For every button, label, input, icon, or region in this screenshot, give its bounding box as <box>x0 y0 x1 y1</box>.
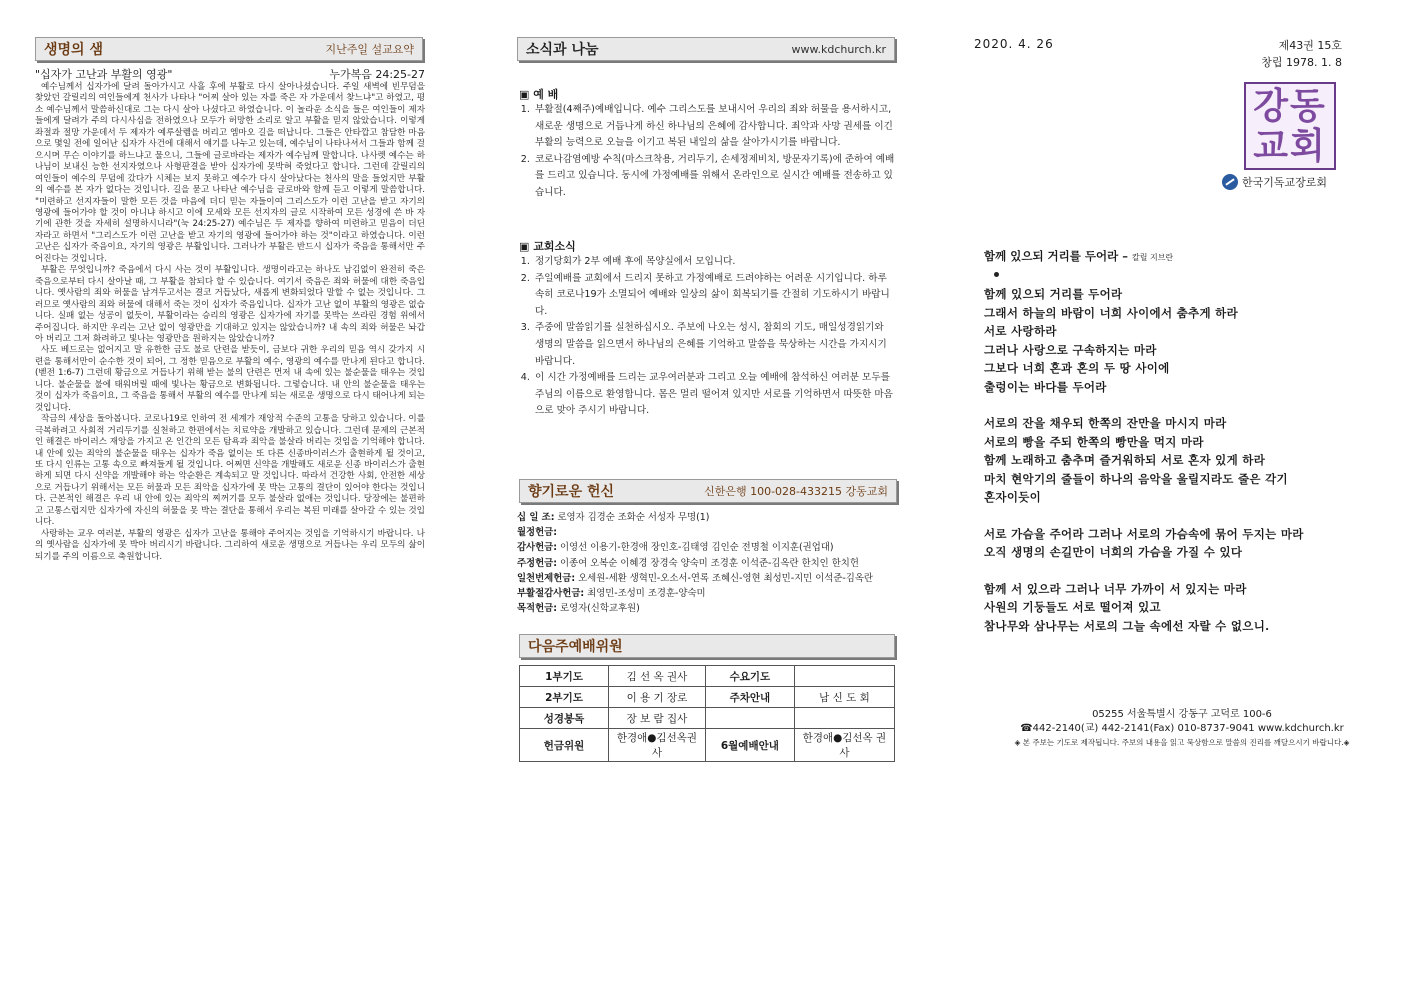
sermon-scripture: 누가복음 24:25-27 <box>329 68 425 81</box>
poem-line: 서로 가슴을 주어라 그러나 서로의 가슴속에 묶어 두지는 마라 <box>984 526 1304 541</box>
table-row <box>520 687 895 708</box>
roster-table <box>519 665 895 762</box>
offering-row <box>517 525 897 540</box>
sermon-paragraph: 부활은 무엇입니까? 죽음에서 다시 사는 것이 부활입니다. 생명이라고는 하나도 남김없이 완전히 죽은 죽음으로부터 다시 살아날 때, 그 부활을 참되다 할 수 있습니다. 여기서 죽음은 죄와 허물에 대한 죽음입니다. 옛사람의 죄와 허물을 남겨두고서는 결코 거듭났다, 새롭게 변화되었다 말할 수 없는 것입니다. 그러므로 옛사람의 죄와 허물에 대해서 죽는 것이 십자가 죽음입니다. 십자가 고난 없이 부활의 영광은 없습니다. 실패 없는 성공이 없듯이, 부활이라는 승리의 영광은 십자가에 자기를 못박는 쓰라린 경험 위에서 주어집니다. 하지만 우리는 고난 없이 영광만을 기대하고 있지는 않았습니까? 내 속의 죄와 허물은 놔갑아 버리고 그저 화려하고 빛나는 영광만을 원하지는 않았습니까? <box>35 265 425 344</box>
worship-list <box>519 102 895 202</box>
list-item: 2. 주일예배를 교회에서 드리지 못하고 가정예배로 드려야하는 어려운 시기입니다. 하루 속히 코로나19가 소멸되어 예배와 일상의 삶이 회복되기를 간절히 기도하시기 바랍니다. <box>533 271 895 321</box>
sermon-header-subtitle: 지난주일 설교요약 <box>325 43 414 56</box>
offering-label: 월정헌금: <box>517 527 557 539</box>
roster-cell: 한경애●김선옥 권사 <box>794 729 894 762</box>
denomination-emblem-icon <box>1222 174 1238 190</box>
offering-row <box>517 540 897 555</box>
roster-cell: 김 선 옥 권사 <box>609 666 706 687</box>
bulletin-note: ◈ 본 주보는 기도로 제작됩니다. 주보의 내용을 읽고 묵상함으로 말씀의 진리를 깨달으시기 바랍니다.◈ <box>1014 738 1350 747</box>
poem-stanza <box>984 580 1364 636</box>
roster-cell: 6월예배안내 <box>705 729 794 762</box>
list-item: 3. 주중에 말씀읽기를 실천하십시오. 주보에 나오는 성시, 참회의 기도, 매일성경읽기와 생명의 말씀을 읽으면서 하나님의 은혜를 기억하고 말씀을 묵상하는 시간을 가지시기 바랍니다. <box>533 320 895 370</box>
offering-label: 십 일 조: <box>517 512 555 523</box>
roster-cell: 한경애●김선옥권사 <box>609 729 706 762</box>
sermon-title-row <box>35 66 425 82</box>
sermon-title: "십자가 고난과 부활의 영광" <box>35 68 173 81</box>
bulletin-date: 2020. 4. 26 <box>974 37 1054 51</box>
bank-account: 신한은행 100-028-433215 강동교회 <box>704 485 888 498</box>
poem-line: 마치 현악기의 줄들이 하나의 음악을 울릴지라도 줄은 각기 <box>984 471 1288 486</box>
offering-label: 일천번제헌금: <box>517 572 576 584</box>
sermon-paragraph: 예수님께서 십자가에 달려 돌아가시고 사흘 후에 부활로 다시 살아나셨습니다. 주일 새벽에 빈무덤을 찾았던 갈릴리의 여인들에게 천사가 나타나 "어찌 살아 있는 자를 죽은 자 가운데서 찾느냐"고 하였고, 평소 예수님께서 말씀하신대로 그는 다시 살아 나셨다고 하였습니다. 이 놀라운 소식을 들은 여인들이 제자들에게 달려가 주의 다시사심을 전하였으나 모두가 허망한 소리로 알고 부활을 믿지 않았습니다. 이렇게 좌절과 절망 가운데서 두 제자가 예루살렘을 버리고 엠마오 길을 떠납니다. 그들은 안타깝고 참담한 마음으로 몇일 전에 일어난 십자가 사건에 대해서 얘기를 나누고 있는데, 예수님이 나타나셔서 그들과 함께 걸으시며 무슨 이야기를 하느냐고 물으니, 그들에 글로바라는 제자가 예수님께 말합니다. 나사렛 예수는 하나님이 보내신 능한 선지자였으나 사형판결을 받아 십자가에 못박혀 죽었다고 합니다. 그런데 갈릴리의 여인들이 예수의 무덤에 갔다가 시체는 보지 못하고 예수가 다시 살아났다는 천사의 말을 들었지만 부활의 예수를 본 자가 없다는 것입니다. 길을 묻고 나타난 예수님을 글로바와 함께 듣고 이렇게 말씀합니다. "미련하고 선지자들이 말한 모든 것을 마음에 더디 믿는 자들이여 그리스도가 이런 고난을 받고 자기의 영광에 들어가야 할 것이 아니냐 하시고 이에 모세와 모든 선지자의 글로 시작하여 모든 성경에 쓴 바 자기에 관한 것을 자세히 설명하시니라"(눅 24:25-27) 예수님은 두 제자를 향하여 미련하고 믿음이 더딘 자라고 하면서 "그리스도가 이런 고난을 받고 자기의 영광에 들어가야 하는 것"이라고 하였습니다. 이런 고난은 십자가 죽음이요, 자기의 영광은 부활입니다. 그러나가 부활은 반드시 십자가 죽음을 통해서만 주어진다는 것입니다. <box>35 82 425 264</box>
offering-names: 로영자 김경순 조화순 서성자 무명(1) <box>557 512 710 523</box>
poem-line: 출렁이는 바다를 두어라 <box>984 379 1107 394</box>
offering-label: 부활절감사헌금: <box>517 588 585 600</box>
church-logo <box>1244 82 1336 170</box>
table-row <box>520 708 895 729</box>
poem <box>984 248 1364 653</box>
address-line: 05255 서울특별시 강동구 고덕로 100-6 <box>1092 709 1272 720</box>
contact-line: ☎442-2140(교) 442-2141(Fax) 010-8737-9041 www.kdchurch.kr <box>1020 723 1344 734</box>
offering-row <box>517 601 897 616</box>
roster-cell: 남 신 도 회 <box>794 687 894 708</box>
offering-row <box>517 571 897 586</box>
offering-header <box>519 479 897 503</box>
sermon-paragraph: 사도 베드로는 없어지고 말 유한한 금도 불로 단련을 받듯이, 금보다 귀한 우리의 믿음 역시 갖가지 시련을 통해서만이 순수한 것이 되어, 그 정한 믿음으로 부활의 예수, 영광의 예수를 만나게 된다고 합니다.(벧전 1:6-7) 그런데 황금으로 거듭나기 위해 받는 불의 단련은 먼저 내 속에 있는 불순물을 태우는 것입니다. 불순물을 불에 태워버릴 때에 빛나는 황금으로 변화됩니다. 그렇습니다. 내 안의 불순물을 태우는 것이 십자가 죽음이요, 그 죽음을 통해서 부활의 예수를 만나게 되는 새로운 생명으로 다시 태어나게 되는 것입니다. <box>35 345 425 413</box>
roster-cell <box>705 708 794 729</box>
poem-title: 함께 있으되 거리를 두어라 – <box>984 249 1128 263</box>
church-website[interactable]: www.kdchurch.kr <box>791 42 886 56</box>
list-item: 1. 정기당회가 2부 예배 후에 목양실에서 모입니다. <box>533 254 895 271</box>
roster-cell <box>794 708 894 729</box>
denomination <box>1222 174 1327 190</box>
logo-text: 강동 <box>1253 85 1327 127</box>
poem-stanza <box>984 414 1364 507</box>
sermon-paragraph: 사랑하는 교우 여러분, 부활의 영광은 십자가 고난을 통해야 주어지는 것임을 기억하시기 바랍니다. 나의 옛사람을 십자가에 못 박아 버리시기 바랍니다. 그리하여 새로운 생명으로 거듭나는 우리 모두의 삶이되기를 주의 이름으로 축원합니다. <box>35 528 425 562</box>
offering-label: 목적헌금: <box>517 603 557 615</box>
offering-label: 주정헌금: <box>517 557 557 569</box>
offering-header-title: 향기로운 헌신 <box>528 484 615 500</box>
roster-cell: 수요기도 <box>705 666 794 687</box>
church-news-heading: ▣ 교회소식 <box>519 240 576 253</box>
offering-names: 오세원-세환 생혁민-오소서-연록 조혜신-영현 최성민-지민 이석준-김옥란 <box>578 572 873 584</box>
roster-cell <box>794 666 894 687</box>
sermon-header <box>35 37 423 61</box>
offering-row <box>517 510 897 525</box>
table-row <box>520 666 895 687</box>
offering-row <box>517 556 897 571</box>
worship-heading: ▣ 예 배 <box>519 88 559 101</box>
founded-date: 창립 1978. 1. 8 <box>1261 56 1342 69</box>
poem-line: 그러나 사랑으로 구속하지는 마라 <box>984 342 1157 357</box>
church-address <box>1002 708 1362 750</box>
roster-header <box>519 634 895 658</box>
denomination-name: 한국기독교장로회 <box>1242 176 1328 189</box>
offering-names: 이종여 오복순 이혜경 장경숙 양숙미 조경훈 이석준-김옥란 한치인 한치헌 <box>559 557 859 569</box>
sermon-header-title: 생명의 샘 <box>44 42 103 58</box>
poem-line: 사원의 기둥들도 서로 떨어져 있고 <box>984 600 1161 614</box>
poem-line: 함께 서 있으라 그러나 너무 가까이 서 있지는 마라 <box>984 581 1247 596</box>
roster-cell: 주차안내 <box>705 687 794 708</box>
poem-line: 서로 사랑하라 <box>984 324 1057 338</box>
offering-row <box>517 586 897 601</box>
offering-label: 감사헌금: <box>517 542 557 554</box>
poem-stanza <box>984 285 1364 396</box>
roster-cell: 2부기도 <box>520 687 609 708</box>
roster-cell: 장 보 람 집사 <box>609 708 706 729</box>
roster-header-title: 다음주예배위원 <box>528 639 623 655</box>
poem-line: 참나무와 삼나무는 서로의 그늘 속에선 자랄 수 없으니. <box>984 618 1270 633</box>
poem-line: 그래서 하늘의 바람이 너희 사이에서 춤추게 하라 <box>984 305 1238 320</box>
list-item: 4. 이 시간 가정예배를 드리는 교우여러분과 그리고 오늘 예배에 참석하신 여러분 모두를 주님의 이름으로 환영합니다. 몸은 멀리 떨어져 있지만 서로를 기억하면서 따뜻한 마음으로 맞아 주시기 바랍니다. <box>533 370 895 420</box>
offering-names: 최영민-조성미 조경훈-양숙미 <box>587 588 706 600</box>
volume-info <box>1261 37 1342 71</box>
poem-line: 혼자이듯이 <box>984 490 1042 504</box>
poem-line: 서로의 빵을 주되 한쪽의 빵만을 먹지 마라 <box>984 434 1204 449</box>
poem-line: 함께 노래하고 춤추며 즐거워하되 서로 혼자 있게 하라 <box>984 453 1266 467</box>
sermon-body <box>35 82 425 563</box>
list-item: 1. 부활절(4째주)예배입니다. 예수 그리스도를 보내시어 우리의 죄와 허물을 용서하시고, 새로운 생명으로 거듭나게 하신 하나님의 은혜에 감사합니다. 죄악과 사망 권세를 이긴 부활의 능력으로 오늘을 이기고 복된 내일의 삶을 살아가시기를 바랍니다. <box>533 102 895 152</box>
offering-list <box>517 510 897 616</box>
news-header <box>517 37 895 61</box>
poem-author: 칼릴 지브란 <box>1131 253 1174 262</box>
poem-stanza <box>984 525 1364 562</box>
roster-cell: 1부기도 <box>520 666 609 687</box>
news-header-title: 소식과 나눔 <box>526 42 599 58</box>
poem-title-row <box>984 248 1364 264</box>
church-news-list <box>519 254 895 420</box>
sermon-paragraph: 작금의 세상을 돌아봅니다. 코로나19로 인하여 전 세계가 재앙적 수준의 고통을 당하고 있습니다. 이를 극복하려고 사회적 거리두기를 실천하고 한편에서는 치료약을 개발하고 있습니다. 그런데 문제의 근본적인 해결은 바이러스 재앙을 가지고 온 인간의 모든 탐욕과 죄악을 불살라 버리는 것임을 기억해야 합니다. 내 안에 있는 죄악의 불순물을 태우는 십자가 죽음 없이는 또 다른 신종바이러스가 출현하게 될 것이고, 또 다시 인류는 고통 속으로 빠져들게 될 것입니다. 어쩌면 신약을 개발해도 새로운 신종 바이러스가 출현하게 되면 다시 신약을 개발해야 하는 악순환은 계속되고 말 것입니다. 따라서 건강한 사회, 안전한 세상으로 거듭나기 위해서는 모든 허물과 모든 죄악을 십자가에 못 박는 고통의 결단이 있어야 한다는 것입니다. 근본적인 해결은 우리 내 안에 있는 죄악의 찌꺼기를 모두 불살라 없애는 것입니다. 당장에는 불편하고 고통스럽지만 십자가에 자신의 허물을 못 박는 결단을 통해서 우리는 복된 미래를 살아갈 수 있는 것입니다. <box>35 414 425 528</box>
roster-cell: 헌금위원 <box>520 729 609 762</box>
list-item: 2. 코로나감염예방 수칙(마스크착용, 거리두기, 손세정제비치, 방문자기록)에 준하여 예배를 드리고 있습니다. 동시에 가정예배를 위해서 온라인으로 실시간 예배를 전송하고 있습니다. <box>533 152 895 202</box>
roster-cell: 성경봉독 <box>520 708 609 729</box>
poem-line: 그보다 너희 혼과 혼의 두 땅 사이에 <box>984 361 1170 375</box>
logo-text: 교회 <box>1253 125 1327 167</box>
roster-cell: 이 용 기 장로 <box>609 687 706 708</box>
poem-line: 서로의 잔을 채우되 한쪽의 잔만을 마시지 마라 <box>984 416 1227 430</box>
bullet-icon <box>994 272 999 277</box>
offering-names: 이영선 이용기-한경애 장인호-김태영 김인순 전명철 이지훈(권업대) <box>559 542 834 554</box>
volume-number: 제43권 15호 <box>1278 39 1342 52</box>
poem-line: 함께 있으되 거리를 두어라 <box>984 287 1123 301</box>
poem-line: 오직 생명의 손길만이 너희의 가슴을 가질 수 있다 <box>984 545 1243 559</box>
table-row <box>520 729 895 762</box>
offering-names: 로영자(신학교후원) <box>559 603 640 615</box>
